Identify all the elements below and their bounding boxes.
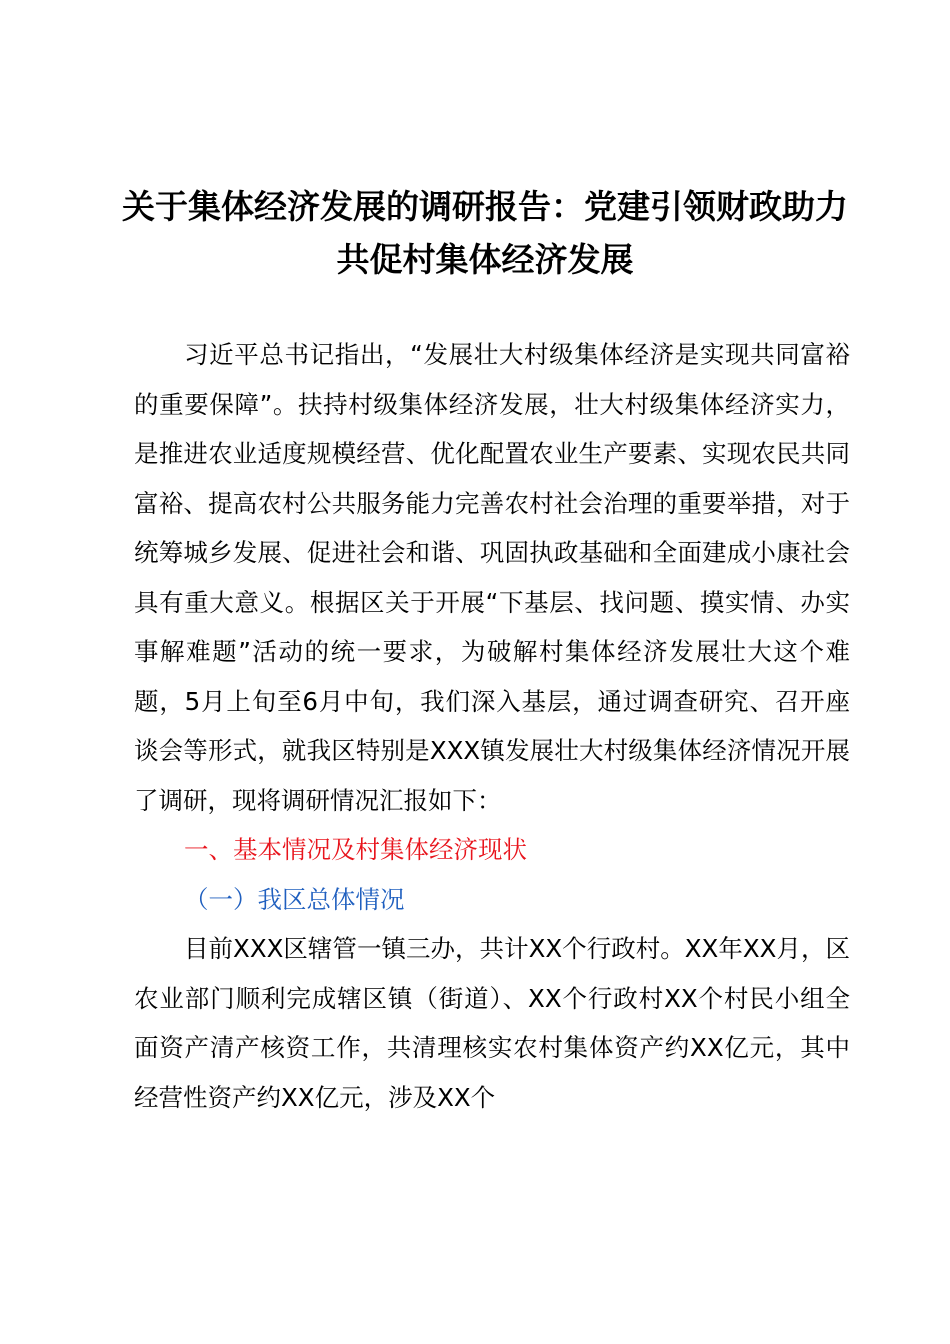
intro-paragraph: 习近平总书记指出，“发展壮大村级集体经济是实现共同富裕的重要保障”。扶持村级集体经济发展，壮大村级集体经济实力，是推进农业适度规模经营、优化配置农业生产要素、实现农民共同富裕、提高农村公共服务能力完善农村社会治理的重要举措，对于统筹城乡发展、促进社会和谐、巩固执政基础和全面建成小康社会具有重大意义。根据区关于开展“下基层、找问题、摸实情、办实事解难题”活动的统一要求，为破解村集体经济发展壮大这个难题，5月上旬至6月中旬，我们深入基层，通过调查研究、召开座谈会等形式，就我区特别是XXX镇发展壮大村级集体经济情况开展了调研，现将调研情况汇报如下： [134,340,850,815]
document-title: 关于集体经济发展的调研报告：党建引领财政助力共促村集体经济发展 [122,187,848,279]
document-body [134,330,850,1122]
subsection-paragraph: 目前XXX区辖管一镇三办，共计XX个行政村。XX年XX月，区农业部门顺利完成辖区镇（街道）、XX个行政村XX个村民小组全面资产清产核资工作，共清理核实农村集体资产约XX亿元，其中经营性资产约XX亿元，涉及XX个 [134,934,850,1112]
section-heading: 一、基本情况及村集体经济现状 [184,835,527,864]
subsection-heading: （一）我区总体情况 [184,884,405,914]
